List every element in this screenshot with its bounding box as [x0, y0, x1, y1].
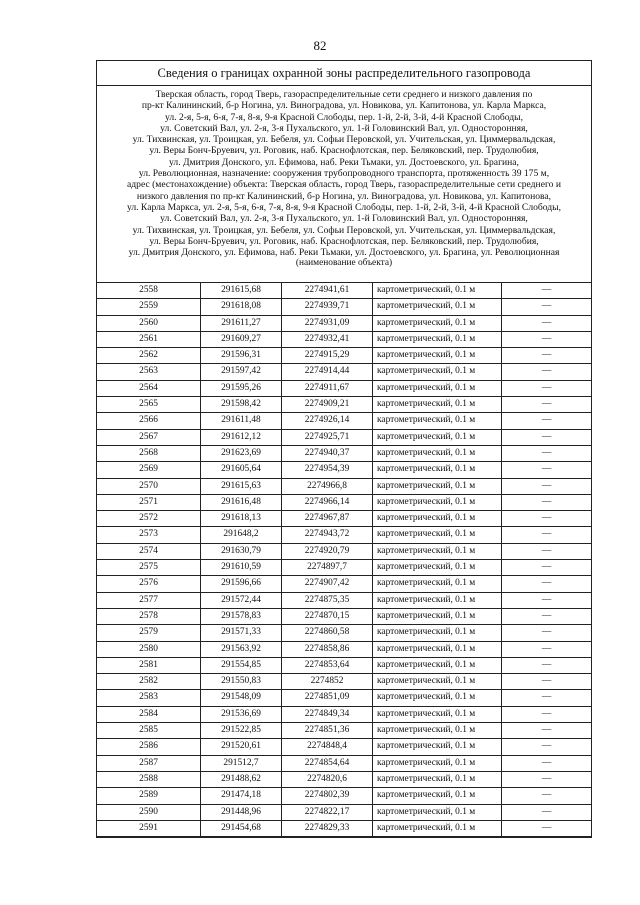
x-coordinate-cell: 291548,09 [201, 690, 282, 706]
y-coordinate-cell: 2274860,58 [282, 625, 373, 641]
method-cell: картометрический, 0.1 м [373, 804, 502, 820]
point-number-cell: 2569 [97, 462, 201, 478]
y-coordinate-cell: 2274914,44 [282, 364, 373, 380]
note-cell: — [502, 608, 592, 624]
method-cell: картометрический, 0.1 м [373, 299, 502, 315]
x-coordinate-cell: 291474,18 [201, 788, 282, 804]
point-number-cell: 2590 [97, 804, 201, 820]
x-coordinate-cell: 291595,26 [201, 380, 282, 396]
y-coordinate-cell: 2274852 [282, 674, 373, 690]
x-coordinate-cell: 291512,7 [201, 755, 282, 771]
table-row [97, 625, 591, 641]
method-cell: картометрический, 0.1 м [373, 788, 502, 804]
method-cell: картометрический, 0.1 м [373, 592, 502, 608]
y-coordinate-cell: 2274931,09 [282, 315, 373, 331]
table-row [97, 397, 591, 413]
method-cell: картометрический, 0.1 м [373, 674, 502, 690]
point-number-cell: 2565 [97, 397, 201, 413]
note-cell: — [502, 429, 592, 445]
method-cell: картометрический, 0.1 м [373, 576, 502, 592]
y-coordinate-cell: 2274940,37 [282, 445, 373, 461]
table-row [97, 511, 591, 527]
note-cell: — [502, 364, 592, 380]
note-cell: — [502, 348, 592, 364]
page-number: 82 [313, 38, 327, 53]
x-coordinate-cell: 291605,64 [201, 462, 282, 478]
x-coordinate-cell: 291612,12 [201, 429, 282, 445]
point-number-cell: 2566 [97, 413, 201, 429]
table-row [97, 657, 591, 673]
x-coordinate-cell: 291598,42 [201, 397, 282, 413]
description-line: ул. Революционная, назначение: сооружения трубопроводного транспорта, протяженность 39 175 м, [138, 168, 550, 180]
y-coordinate-cell: 2274939,71 [282, 299, 373, 315]
method-cell: картометрический, 0.1 м [373, 462, 502, 478]
y-coordinate-cell: 2274848,4 [282, 739, 373, 755]
table-row [97, 315, 591, 331]
y-coordinate-cell: 2274920,79 [282, 543, 373, 559]
note-cell: — [502, 657, 592, 673]
description-line: Тверская область, город Тверь, газораспределительные сети среднего и низкого давления по [155, 89, 533, 100]
y-coordinate-cell: 2274907,42 [282, 576, 373, 592]
y-coordinate-cell: 2274966,8 [282, 478, 373, 494]
point-number-cell: 2586 [97, 739, 201, 755]
x-coordinate-cell: 291550,83 [201, 674, 282, 690]
point-number-cell: 2570 [97, 478, 201, 494]
note-cell: — [502, 331, 592, 347]
method-cell: картометрический, 0.1 м [373, 820, 502, 836]
description-line: ул. Советский Вал, ул. 2-я, 3-я Пухальского, ул. 1-й Головинский Вал, ул. Односторонняя, [160, 122, 528, 134]
description-line: ул. Карла Маркса, ул. 2-я, 5-я, 6-я, 7-я, 8-я, 9-я Красной Слободы, пер. 1-й, 2-й, 3-й, 4-й Красной Слободы, [126, 201, 562, 213]
method-cell: картометрический, 0.1 м [373, 657, 502, 673]
table-row [97, 608, 591, 624]
point-number-cell: 2568 [97, 445, 201, 461]
description-line: ул. Тихвинская, ул. Троицкая, ул. Бебеля, ул. Софьи Перовской, ул. Учительская, ул. Циммервальдская, [132, 134, 556, 146]
x-coordinate-cell: 291522,85 [201, 723, 282, 739]
description-line: ул. Веры Бонч-Бруевич, ул. Роговик, наб. Краснофлотская, пер. Беляковский, пер. Трудолюбия, [149, 235, 539, 247]
note-cell: — [502, 527, 592, 543]
x-coordinate-cell: 291623,69 [201, 445, 282, 461]
description-line: ул. Дмитрия Донского, ул. Ефимова, наб. Реки Тьмаки, ул. Достоевского, ул. Брагина, ул. Революционная [128, 247, 560, 259]
method-cell: картометрический, 0.1 м [373, 445, 502, 461]
x-coordinate-cell: 291630,79 [201, 543, 282, 559]
note-cell: — [502, 511, 592, 527]
y-coordinate-cell: 2274915,29 [282, 348, 373, 364]
y-coordinate-cell: 2274822,17 [282, 804, 373, 820]
y-coordinate-cell: 2274966,14 [282, 494, 373, 510]
x-coordinate-cell: 291615,63 [201, 478, 282, 494]
table-row [97, 641, 591, 657]
point-number-cell: 2577 [97, 592, 201, 608]
description-lines [103, 89, 585, 258]
description-line: пр-кт Калининский, б-р Ногина, ул. Виноградова, ул. Новикова, ул. Капитонова, ул. Карла Маркса, [141, 100, 547, 112]
y-coordinate-cell: 2274897,7 [282, 560, 373, 576]
note-cell: — [502, 576, 592, 592]
object-caption: (наименование объекта) [295, 258, 393, 269]
table-row [97, 690, 591, 706]
point-number-cell: 2558 [97, 283, 201, 299]
table-row [97, 380, 591, 396]
description-line: ул. Дмитрия Донского, ул. Ефимова, наб. Реки Тьмаки, ул. Достоевского, ул. Брагина, [169, 156, 519, 168]
table-row [97, 804, 591, 820]
method-cell: картометрический, 0.1 м [373, 560, 502, 576]
method-cell: картометрический, 0.1 м [373, 364, 502, 380]
method-cell: картометрический, 0.1 м [373, 690, 502, 706]
x-coordinate-cell: 291618,13 [201, 511, 282, 527]
y-coordinate-cell: 2274820,6 [282, 771, 373, 787]
coordinates-table [97, 282, 591, 837]
y-coordinate-cell: 2274802,39 [282, 788, 373, 804]
method-cell: картометрический, 0.1 м [373, 543, 502, 559]
x-coordinate-cell: 291572,44 [201, 592, 282, 608]
x-coordinate-cell: 291615,68 [201, 283, 282, 299]
y-coordinate-cell: 2274858,86 [282, 641, 373, 657]
table-row [97, 364, 591, 380]
x-coordinate-cell: 291578,83 [201, 608, 282, 624]
point-number-cell: 2591 [97, 820, 201, 836]
y-coordinate-cell: 2274954,39 [282, 462, 373, 478]
description-line: низкого давления по пр-кт Калининский, б-р Ногина, ул. Виноградова, ул. Новикова, ул. Капитонова, [136, 190, 552, 202]
table-row [97, 445, 591, 461]
point-number-cell: 2580 [97, 641, 201, 657]
method-cell: картометрический, 0.1 м [373, 771, 502, 787]
y-coordinate-cell: 2274925,71 [282, 429, 373, 445]
table-row [97, 723, 591, 739]
note-cell: — [502, 283, 592, 299]
method-cell: картометрический, 0.1 м [373, 641, 502, 657]
note-cell: — [502, 299, 592, 315]
point-number-cell: 2567 [97, 429, 201, 445]
x-coordinate-cell: 291597,42 [201, 364, 282, 380]
y-coordinate-cell: 2274967,87 [282, 511, 373, 527]
x-coordinate-cell: 291610,59 [201, 560, 282, 576]
note-cell: — [502, 771, 592, 787]
y-coordinate-cell: 2274829,33 [282, 820, 373, 836]
method-cell: картометрический, 0.1 м [373, 723, 502, 739]
method-cell: картометрический, 0.1 м [373, 494, 502, 510]
note-cell: — [502, 543, 592, 559]
note-cell: — [502, 397, 592, 413]
y-coordinate-cell: 2274870,15 [282, 608, 373, 624]
method-cell: картометрический, 0.1 м [373, 511, 502, 527]
description-line: ул. Веры Бонч-Бруевич, ул. Роговик, наб. Краснофлотская, пер. Беляковский, пер. Трудолюбия, [149, 145, 539, 157]
x-coordinate-cell: 291554,85 [201, 657, 282, 673]
method-cell: картометрический, 0.1 м [373, 348, 502, 364]
x-coordinate-cell: 291616,48 [201, 494, 282, 510]
point-number-cell: 2563 [97, 364, 201, 380]
boundary-document [96, 60, 592, 838]
method-cell: картометрический, 0.1 м [373, 706, 502, 722]
point-number-cell: 2587 [97, 755, 201, 771]
method-cell: картометрический, 0.1 м [373, 283, 502, 299]
x-coordinate-cell: 291536,69 [201, 706, 282, 722]
note-cell: — [502, 641, 592, 657]
method-cell: картометрический, 0.1 м [373, 739, 502, 755]
method-cell: картометрический, 0.1 м [373, 608, 502, 624]
x-coordinate-cell: 291520,61 [201, 739, 282, 755]
table-row [97, 413, 591, 429]
y-coordinate-cell: 2274853,64 [282, 657, 373, 673]
table-row [97, 576, 591, 592]
x-coordinate-cell: 291488,62 [201, 771, 282, 787]
method-cell: картометрический, 0.1 м [373, 413, 502, 429]
method-cell: картометрический, 0.1 м [373, 380, 502, 396]
note-cell: — [502, 592, 592, 608]
note-cell: — [502, 494, 592, 510]
note-cell: — [502, 674, 592, 690]
point-number-cell: 2574 [97, 543, 201, 559]
point-number-cell: 2562 [97, 348, 201, 364]
y-coordinate-cell: 2274851,36 [282, 723, 373, 739]
note-cell: — [502, 413, 592, 429]
method-cell: картометрический, 0.1 м [373, 478, 502, 494]
note-cell: — [502, 625, 592, 641]
y-coordinate-cell: 2274849,34 [282, 706, 373, 722]
table-row [97, 348, 591, 364]
table-row [97, 771, 591, 787]
table-row [97, 560, 591, 576]
x-coordinate-cell: 291571,33 [201, 625, 282, 641]
table-row [97, 429, 591, 445]
table-row [97, 739, 591, 755]
y-coordinate-cell: 2274854,64 [282, 755, 373, 771]
point-number-cell: 2559 [97, 299, 201, 315]
note-cell: — [502, 804, 592, 820]
note-cell: — [502, 690, 592, 706]
point-number-cell: 2581 [97, 657, 201, 673]
x-coordinate-cell: 291596,31 [201, 348, 282, 364]
table-row [97, 478, 591, 494]
x-coordinate-cell: 291609,27 [201, 331, 282, 347]
table-row [97, 592, 591, 608]
point-number-cell: 2588 [97, 771, 201, 787]
point-number-cell: 2560 [97, 315, 201, 331]
note-cell: — [502, 445, 592, 461]
table-row [97, 820, 591, 836]
table-row [97, 543, 591, 559]
method-cell: картометрический, 0.1 м [373, 429, 502, 445]
method-cell: картометрический, 0.1 м [373, 331, 502, 347]
method-cell: картометрический, 0.1 м [373, 755, 502, 771]
description-line: адрес (местонахождение) объекта: Тверская область, город Тверь, газораспределительные сети среднего и [127, 179, 561, 191]
note-cell: — [502, 560, 592, 576]
method-cell: картометрический, 0.1 м [373, 527, 502, 543]
x-coordinate-cell: 291563,92 [201, 641, 282, 657]
point-number-cell: 2584 [97, 706, 201, 722]
x-coordinate-cell: 291618,08 [201, 299, 282, 315]
point-number-cell: 2561 [97, 331, 201, 347]
point-number-cell: 2575 [97, 560, 201, 576]
y-coordinate-cell: 2274851,09 [282, 690, 373, 706]
point-number-cell: 2589 [97, 788, 201, 804]
point-number-cell: 2582 [97, 674, 201, 690]
point-number-cell: 2585 [97, 723, 201, 739]
table-row [97, 462, 591, 478]
x-coordinate-cell: 291596,66 [201, 576, 282, 592]
y-coordinate-cell: 2274875,35 [282, 592, 373, 608]
table-row [97, 283, 591, 299]
x-coordinate-cell: 291611,27 [201, 315, 282, 331]
point-number-cell: 2579 [97, 625, 201, 641]
table-row [97, 706, 591, 722]
y-coordinate-cell: 2274909,21 [282, 397, 373, 413]
note-cell: — [502, 462, 592, 478]
table-row [97, 788, 591, 804]
table-row [97, 299, 591, 315]
description-line: ул. 2-я, 5-я, 6-я, 7-я, 8-я, 9-я Красной Слободы, пер. 1-й, 2-й, 3-й, 4-й Красной Слободы, [164, 111, 524, 123]
y-coordinate-cell: 2274932,41 [282, 331, 373, 347]
description-line: ул. Тихвинская, ул. Троицкая, ул. Бебеля, ул. Софьи Перовской, ул. Учительская, ул. Циммервальдская, [132, 224, 556, 236]
method-cell: картометрический, 0.1 м [373, 397, 502, 413]
document-title: Сведения о границах охранной зоны распределительного газопровода [97, 61, 591, 86]
point-number-cell: 2578 [97, 608, 201, 624]
note-cell: — [502, 788, 592, 804]
y-coordinate-cell: 2274943,72 [282, 527, 373, 543]
y-coordinate-cell: 2274926,14 [282, 413, 373, 429]
table-row [97, 331, 591, 347]
method-cell: картометрический, 0.1 м [373, 625, 502, 641]
point-number-cell: 2572 [97, 511, 201, 527]
note-cell: — [502, 478, 592, 494]
table-row [97, 755, 591, 771]
description-line: ул. Советский Вал, ул. 2-я, 3-я Пухальского, ул. 1-й Головинский Вал, ул. Односторонняя, [160, 213, 528, 225]
note-cell: — [502, 739, 592, 755]
note-cell: — [502, 706, 592, 722]
point-number-cell: 2564 [97, 380, 201, 396]
note-cell: — [502, 723, 592, 739]
point-number-cell: 2576 [97, 576, 201, 592]
table-row [97, 674, 591, 690]
x-coordinate-cell: 291611,48 [201, 413, 282, 429]
x-coordinate-cell: 291454,68 [201, 820, 282, 836]
point-number-cell: 2583 [97, 690, 201, 706]
note-cell: — [502, 380, 592, 396]
note-cell: — [502, 315, 592, 331]
y-coordinate-cell: 2274911,67 [282, 380, 373, 396]
note-cell: — [502, 820, 592, 836]
x-coordinate-cell: 291448,96 [201, 804, 282, 820]
y-coordinate-cell: 2274941,61 [282, 283, 373, 299]
method-cell: картометрический, 0.1 м [373, 315, 502, 331]
object-description [97, 86, 591, 282]
note-cell: — [502, 755, 592, 771]
table-row [97, 527, 591, 543]
table-row [97, 494, 591, 510]
point-number-cell: 2573 [97, 527, 201, 543]
x-coordinate-cell: 291648,2 [201, 527, 282, 543]
point-number-cell: 2571 [97, 494, 201, 510]
